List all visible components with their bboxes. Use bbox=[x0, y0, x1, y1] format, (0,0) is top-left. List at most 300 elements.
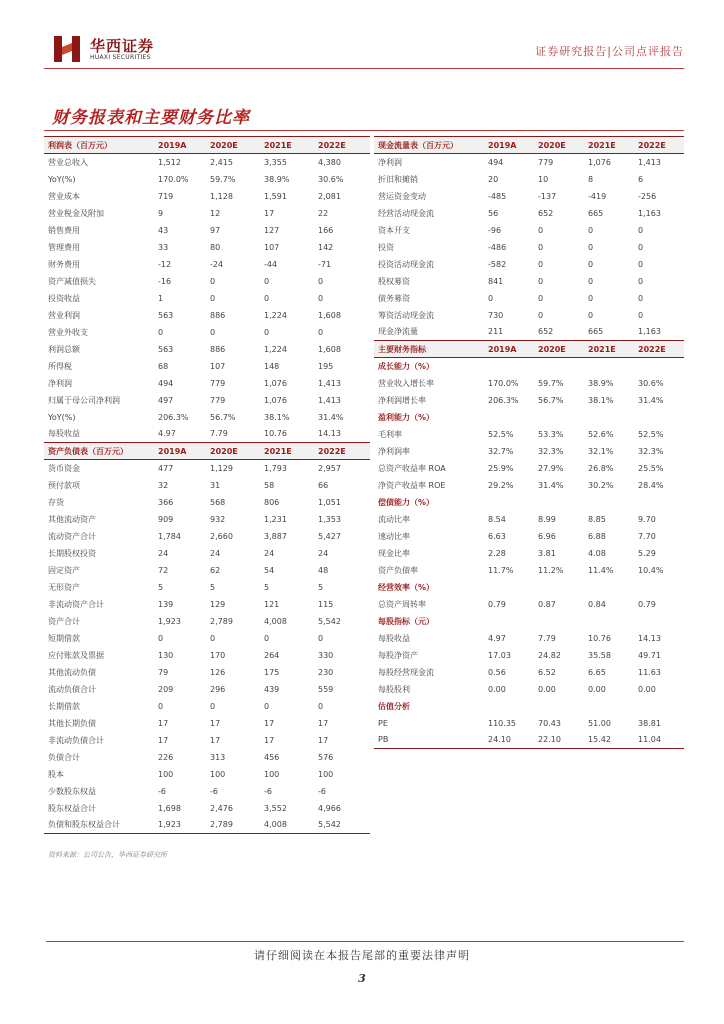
row-label: 主要财务指标 bbox=[374, 341, 486, 358]
cell-value bbox=[636, 409, 684, 426]
cell-value bbox=[536, 494, 586, 511]
cell-value bbox=[536, 613, 586, 630]
row-label: 经营活动现金流 bbox=[378, 208, 434, 218]
row-label: 每股净资产 bbox=[378, 650, 418, 660]
cell-value: 2,476 bbox=[210, 803, 233, 813]
cell-value: 100 bbox=[158, 769, 174, 779]
page-header bbox=[40, 34, 684, 70]
table-row bbox=[44, 817, 370, 834]
row-label: 净利润 bbox=[48, 378, 72, 388]
legal-disclaimer: 请仔细阅读在本报告尾部的重要法律声明 bbox=[254, 949, 470, 962]
cell-value: 28.4% bbox=[638, 480, 664, 490]
table-row bbox=[374, 562, 684, 579]
table-row bbox=[374, 664, 684, 681]
cell-value: 62 bbox=[210, 565, 221, 575]
cell-value: 142 bbox=[318, 242, 334, 252]
row-label: 流动负债合计 bbox=[48, 684, 96, 694]
cell-value: 14.13 bbox=[638, 633, 661, 643]
cell-value: 0 bbox=[158, 701, 164, 711]
cell-value: -486 bbox=[488, 242, 507, 252]
row-label: 长期股权投资 bbox=[48, 548, 96, 558]
cell-value: 2,660 bbox=[210, 531, 233, 541]
table-row bbox=[44, 681, 370, 698]
cell-value: 4,008 bbox=[262, 817, 316, 834]
row-label: 每股经营现金流 bbox=[378, 667, 434, 677]
cell-value: 80 bbox=[210, 242, 221, 252]
row-label: 速动比率 bbox=[378, 531, 410, 541]
cell-value: 0 bbox=[264, 701, 270, 711]
row-label: 流动资产合计 bbox=[48, 531, 96, 541]
cell-value: 6.63 bbox=[488, 531, 506, 541]
cell-value: -96 bbox=[488, 225, 502, 235]
cell-value: -6 bbox=[210, 786, 218, 796]
cell-value: 665 bbox=[588, 327, 604, 337]
table-row bbox=[44, 171, 370, 188]
row-label: 折旧和摊销 bbox=[378, 174, 418, 184]
row-label: 管理费用 bbox=[48, 242, 80, 252]
cell-value: 35.58 bbox=[588, 650, 611, 660]
row-label: 应付账款及票据 bbox=[48, 650, 104, 660]
cell-value: 0 bbox=[318, 276, 324, 286]
cell-value: 10.4% bbox=[638, 565, 664, 575]
table-row bbox=[44, 783, 370, 800]
cell-value: 6 bbox=[638, 174, 644, 184]
cell-value: 24 bbox=[264, 548, 275, 558]
row-label: 偿债能力（%） bbox=[378, 497, 435, 507]
cell-value: 1,076 bbox=[588, 157, 611, 167]
row-label: 毛利率 bbox=[378, 429, 402, 439]
cell-value: 56.7% bbox=[538, 395, 564, 405]
cell-value: 4,966 bbox=[318, 803, 341, 813]
cell-value: 11.2% bbox=[538, 565, 564, 575]
cell-value bbox=[636, 698, 684, 715]
table-row bbox=[374, 205, 684, 222]
cell-value: 4,380 bbox=[318, 157, 341, 167]
cell-value: 130 bbox=[158, 650, 174, 660]
cell-value: 0.00 bbox=[488, 684, 506, 694]
cell-value bbox=[636, 494, 684, 511]
cell-value: -256 bbox=[638, 191, 657, 201]
cell-value: 1,784 bbox=[158, 531, 181, 541]
cell-value bbox=[486, 358, 536, 375]
cell-value: 97 bbox=[210, 225, 221, 235]
cell-value: 2.28 bbox=[488, 548, 506, 558]
cell-value bbox=[536, 409, 586, 426]
cell-value: 2020E bbox=[208, 137, 262, 154]
cell-value: 24 bbox=[318, 548, 329, 558]
cell-value: 115 bbox=[318, 599, 334, 609]
cell-value: 1,413 bbox=[638, 157, 661, 167]
cell-value bbox=[586, 613, 636, 630]
cell-value: 5.29 bbox=[638, 548, 656, 558]
cell-value: 6.65 bbox=[588, 667, 606, 677]
row-label: 利润总额 bbox=[48, 344, 80, 354]
cell-value bbox=[586, 409, 636, 426]
cell-value: 456 bbox=[264, 752, 280, 762]
row-label: 营运资金变动 bbox=[378, 191, 426, 201]
cell-value: 5 bbox=[264, 582, 270, 592]
cell-value: 10.76 bbox=[264, 429, 287, 439]
cell-value: 841 bbox=[488, 276, 504, 286]
cell-value: 806 bbox=[264, 497, 280, 507]
cell-value: 72 bbox=[158, 565, 169, 575]
table-row bbox=[374, 222, 684, 239]
table-row bbox=[374, 154, 684, 171]
group-title bbox=[374, 358, 684, 375]
cell-value: 43 bbox=[158, 225, 169, 235]
row-label: 营业成本 bbox=[48, 191, 80, 201]
cell-value: 2021E bbox=[586, 137, 636, 154]
cell-value bbox=[636, 579, 684, 596]
cell-value: 25.9% bbox=[488, 463, 514, 473]
cell-value: 1,793 bbox=[264, 463, 287, 473]
cell-value: 226 bbox=[158, 752, 174, 762]
row-label: 成长能力（%） bbox=[378, 361, 435, 371]
income-balance-table bbox=[44, 136, 370, 834]
table-row bbox=[374, 596, 684, 613]
row-label: 短期借款 bbox=[48, 633, 80, 643]
row-label: 归属于母公司净利润 bbox=[48, 395, 120, 405]
table-row bbox=[374, 426, 684, 443]
cell-value: 1,413 bbox=[318, 378, 341, 388]
cell-value: 32.1% bbox=[588, 446, 614, 456]
cell-value: 3.81 bbox=[538, 548, 556, 558]
cell-value: 8 bbox=[588, 174, 594, 184]
cell-value: -24 bbox=[210, 259, 224, 269]
cell-value: 17 bbox=[318, 735, 329, 745]
table-row bbox=[374, 477, 684, 494]
cell-value: 6.88 bbox=[588, 531, 606, 541]
cell-value: 779 bbox=[210, 395, 226, 405]
table-row bbox=[44, 358, 370, 375]
cell-value: 0 bbox=[588, 310, 594, 320]
cell-value: 1,076 bbox=[264, 378, 287, 388]
row-label: 盈利能力（%） bbox=[378, 412, 435, 422]
cell-value: 5 bbox=[318, 582, 324, 592]
table-row bbox=[44, 562, 370, 579]
cell-value: 0 bbox=[318, 633, 324, 643]
cell-value: 127 bbox=[264, 225, 280, 235]
cell-value: 2020E bbox=[208, 443, 262, 460]
cell-value bbox=[586, 358, 636, 375]
row-label: 财务费用 bbox=[48, 259, 80, 269]
cell-value: 0 bbox=[588, 293, 594, 303]
cell-value: 0 bbox=[210, 293, 216, 303]
cell-value: 366 bbox=[158, 497, 174, 507]
cell-value bbox=[486, 579, 536, 596]
cell-value: 230 bbox=[318, 667, 334, 677]
cell-value: 11.4% bbox=[588, 565, 614, 575]
cell-value: 2,789 bbox=[208, 817, 262, 834]
cell-value bbox=[536, 358, 586, 375]
cell-value: 211 bbox=[488, 327, 504, 337]
table-row bbox=[44, 528, 370, 545]
cell-value: 12 bbox=[210, 208, 221, 218]
row-label: 营业总收入 bbox=[48, 157, 88, 167]
cell-value: 59.7% bbox=[210, 174, 236, 184]
cell-value bbox=[486, 698, 536, 715]
cell-value: 2021E bbox=[262, 137, 316, 154]
cell-value: 0.00 bbox=[638, 684, 656, 694]
cell-value: 17 bbox=[210, 735, 221, 745]
row-label: 总资产周转率 bbox=[378, 599, 426, 609]
cell-value: 17.03 bbox=[488, 650, 511, 660]
row-label: 销售费用 bbox=[48, 225, 80, 235]
cell-value: 0 bbox=[638, 276, 644, 286]
cell-value: 209 bbox=[158, 684, 174, 694]
cell-value: 31.4% bbox=[638, 395, 664, 405]
cell-value: 56.7% bbox=[210, 412, 236, 422]
header-divider bbox=[44, 68, 684, 69]
table-row bbox=[44, 647, 370, 664]
table-row bbox=[374, 732, 684, 749]
row-label: 投资收益 bbox=[48, 293, 80, 303]
footer-divider bbox=[46, 941, 684, 942]
cell-value: 1 bbox=[158, 293, 164, 303]
table-header bbox=[374, 137, 684, 154]
cell-value: 17 bbox=[158, 718, 169, 728]
cell-value: 24 bbox=[210, 548, 221, 558]
cell-value: 652 bbox=[538, 327, 554, 337]
table-row bbox=[44, 732, 370, 749]
cell-value: 779 bbox=[210, 378, 226, 388]
cell-value: -6 bbox=[264, 786, 272, 796]
row-label: 其他流动资产 bbox=[48, 514, 96, 524]
cell-value: 17 bbox=[264, 208, 275, 218]
table-row bbox=[44, 256, 370, 273]
cell-value: 30.6% bbox=[318, 174, 344, 184]
cell-value: 29.2% bbox=[488, 480, 514, 490]
cell-value: 0.00 bbox=[538, 684, 556, 694]
table-row bbox=[374, 307, 684, 324]
cell-value: 909 bbox=[158, 514, 174, 524]
cell-value: 2022E bbox=[316, 137, 370, 154]
row-label: 现金流量表（百万元） bbox=[374, 137, 486, 154]
cell-value: 66 bbox=[318, 480, 329, 490]
cell-value: 31 bbox=[210, 480, 221, 490]
cell-value: 15.42 bbox=[586, 732, 636, 749]
cell-value: 11.63 bbox=[638, 667, 661, 677]
table-row bbox=[374, 715, 684, 732]
row-label: 每股收益 bbox=[378, 633, 410, 643]
cell-value: 56 bbox=[488, 208, 499, 218]
cell-value: 0 bbox=[538, 259, 544, 269]
cell-value: 2019A bbox=[156, 137, 208, 154]
cell-value: 0 bbox=[638, 293, 644, 303]
huaxi-logo-icon bbox=[52, 34, 82, 64]
row-label: 资本开支 bbox=[378, 225, 410, 235]
row-label: 营业外收支 bbox=[48, 327, 88, 337]
cell-value: 24.10 bbox=[486, 732, 536, 749]
cashflow-ratio-table bbox=[374, 136, 684, 749]
cell-value: 7.70 bbox=[638, 531, 656, 541]
cell-value: 51.00 bbox=[588, 718, 611, 728]
cell-value: 0 bbox=[538, 310, 544, 320]
row-label: 债务募资 bbox=[378, 293, 410, 303]
cell-value: 1,353 bbox=[318, 514, 341, 524]
table-row bbox=[44, 579, 370, 596]
cell-value: 1,608 bbox=[318, 344, 341, 354]
cell-value: 0.87 bbox=[538, 599, 556, 609]
cell-value: 195 bbox=[318, 361, 334, 371]
cell-value: 11.7% bbox=[488, 565, 514, 575]
cell-value: 2,957 bbox=[318, 463, 341, 473]
row-label: 货币资金 bbox=[48, 463, 80, 473]
table-row bbox=[44, 698, 370, 715]
table-header bbox=[44, 137, 370, 154]
cell-value: 38.1% bbox=[264, 412, 290, 422]
row-label: 资产合计 bbox=[48, 616, 80, 626]
row-label: 流动比率 bbox=[378, 514, 410, 524]
cell-value: 1,413 bbox=[318, 395, 341, 405]
cell-value: 38.9% bbox=[588, 378, 614, 388]
row-label: 负债合计 bbox=[48, 752, 80, 762]
row-label: 每股指标（元） bbox=[378, 616, 434, 626]
cell-value: -6 bbox=[318, 786, 326, 796]
table-row bbox=[44, 409, 370, 426]
row-label: 经营效率（%） bbox=[378, 582, 435, 592]
table-row bbox=[374, 239, 684, 256]
row-label: 投资活动现金流 bbox=[378, 259, 434, 269]
cell-value: 568 bbox=[210, 497, 226, 507]
cell-value: 38.1% bbox=[588, 395, 614, 405]
row-label: 少数股东权益 bbox=[48, 786, 96, 796]
cell-value: 148 bbox=[264, 361, 280, 371]
cell-value: 5,542 bbox=[316, 817, 370, 834]
cell-value: 70.43 bbox=[538, 718, 561, 728]
table-row bbox=[44, 630, 370, 647]
row-label: 其他流动负债 bbox=[48, 667, 96, 677]
table-row bbox=[374, 460, 684, 477]
cell-value: 0 bbox=[538, 276, 544, 286]
cell-value bbox=[586, 698, 636, 715]
cell-value: -16 bbox=[158, 276, 172, 286]
cell-value: 8.99 bbox=[538, 514, 556, 524]
cell-value: 54 bbox=[264, 565, 275, 575]
table-row bbox=[44, 324, 370, 341]
cell-value: 24 bbox=[158, 548, 169, 558]
row-label: YoY(%) bbox=[48, 174, 76, 184]
table-row bbox=[374, 273, 684, 290]
cell-value: 100 bbox=[264, 769, 280, 779]
table-row bbox=[44, 154, 370, 171]
cell-value: 1,076 bbox=[264, 395, 287, 405]
row-label: 营业收入增长率 bbox=[378, 378, 434, 388]
cell-value: 4.97 bbox=[488, 633, 506, 643]
cell-value: 2022E bbox=[636, 341, 684, 358]
cell-value: 2021E bbox=[586, 341, 636, 358]
row-label: 非流动资产合计 bbox=[48, 599, 104, 609]
cell-value: 166 bbox=[318, 225, 334, 235]
cell-value: -485 bbox=[488, 191, 507, 201]
row-label: 资产负债率 bbox=[378, 565, 418, 575]
table-row bbox=[44, 188, 370, 205]
group-title bbox=[374, 579, 684, 596]
row-label: 投资 bbox=[378, 242, 394, 252]
cell-value: 22 bbox=[318, 208, 329, 218]
page-number: 3 bbox=[358, 972, 366, 985]
cell-value: 0 bbox=[158, 327, 164, 337]
table-row bbox=[44, 596, 370, 613]
cell-value: 206.3% bbox=[158, 412, 189, 422]
row-label: YoY(%) bbox=[48, 412, 76, 422]
cell-value: 53.3% bbox=[538, 429, 564, 439]
row-label: 股东权益合计 bbox=[48, 803, 96, 813]
row-label: 无形资产 bbox=[48, 582, 80, 592]
cell-value: 313 bbox=[210, 752, 226, 762]
cell-value: 1,608 bbox=[318, 310, 341, 320]
cell-value: 68 bbox=[158, 361, 169, 371]
row-label: PB bbox=[374, 732, 486, 749]
cell-value: 1,163 bbox=[638, 208, 661, 218]
source-note: 资料来源：公司公告，华西证券研究所 bbox=[48, 851, 167, 859]
cell-value: 5,542 bbox=[318, 616, 341, 626]
row-label: 固定资产 bbox=[48, 565, 80, 575]
group-title bbox=[374, 698, 684, 715]
cell-value: 52.5% bbox=[488, 429, 514, 439]
cell-value: 0 bbox=[264, 327, 270, 337]
cell-value: 0 bbox=[318, 327, 324, 337]
cell-value: 26.8% bbox=[588, 463, 614, 473]
table-row bbox=[374, 647, 684, 664]
table-header bbox=[44, 443, 370, 460]
cell-value: 24.82 bbox=[538, 650, 561, 660]
group-title bbox=[374, 494, 684, 511]
cell-value: 2020E bbox=[536, 137, 586, 154]
cell-value: 38.81 bbox=[638, 718, 661, 728]
table-row bbox=[374, 188, 684, 205]
table-row bbox=[44, 494, 370, 511]
cell-value: 175 bbox=[264, 667, 280, 677]
cell-value: 107 bbox=[264, 242, 280, 252]
cell-value: 2019A bbox=[486, 137, 536, 154]
report-type: 证券研究报告|公司点评报告 bbox=[535, 45, 684, 58]
row-label: 存货 bbox=[48, 497, 64, 507]
cell-value: 20 bbox=[488, 174, 499, 184]
title-divider bbox=[44, 130, 684, 131]
cell-value bbox=[586, 579, 636, 596]
row-label: 非流动负债合计 bbox=[48, 735, 104, 745]
cell-value bbox=[486, 494, 536, 511]
table-row bbox=[44, 613, 370, 630]
cell-value: 139 bbox=[158, 599, 174, 609]
cell-value bbox=[536, 579, 586, 596]
cell-value: 0 bbox=[264, 633, 270, 643]
cell-value: 6.96 bbox=[538, 531, 556, 541]
logo-name-cn: 华西证券 bbox=[90, 37, 155, 55]
row-label: 净利润率 bbox=[378, 446, 410, 456]
cell-value: 0.00 bbox=[588, 684, 606, 694]
cell-value: 2,415 bbox=[210, 157, 233, 167]
cell-value: 22.10 bbox=[536, 732, 586, 749]
cell-value: -137 bbox=[538, 191, 557, 201]
cell-value: 563 bbox=[158, 310, 174, 320]
cell-value: 33 bbox=[158, 242, 169, 252]
cell-value: 170.0% bbox=[158, 174, 189, 184]
cell-value: 38.9% bbox=[264, 174, 290, 184]
row-label: 每股收益 bbox=[48, 429, 80, 439]
cell-value: 1,698 bbox=[158, 803, 181, 813]
table-row bbox=[374, 511, 684, 528]
cell-value: 7.79 bbox=[538, 633, 556, 643]
cell-value: 0 bbox=[638, 225, 644, 235]
cell-value: 0 bbox=[210, 276, 216, 286]
cell-value: 3,355 bbox=[264, 157, 287, 167]
cell-value: 559 bbox=[318, 684, 334, 694]
table-row bbox=[374, 545, 684, 562]
cell-value: 2020E bbox=[536, 341, 586, 358]
row-label: 预付款项 bbox=[48, 480, 80, 490]
